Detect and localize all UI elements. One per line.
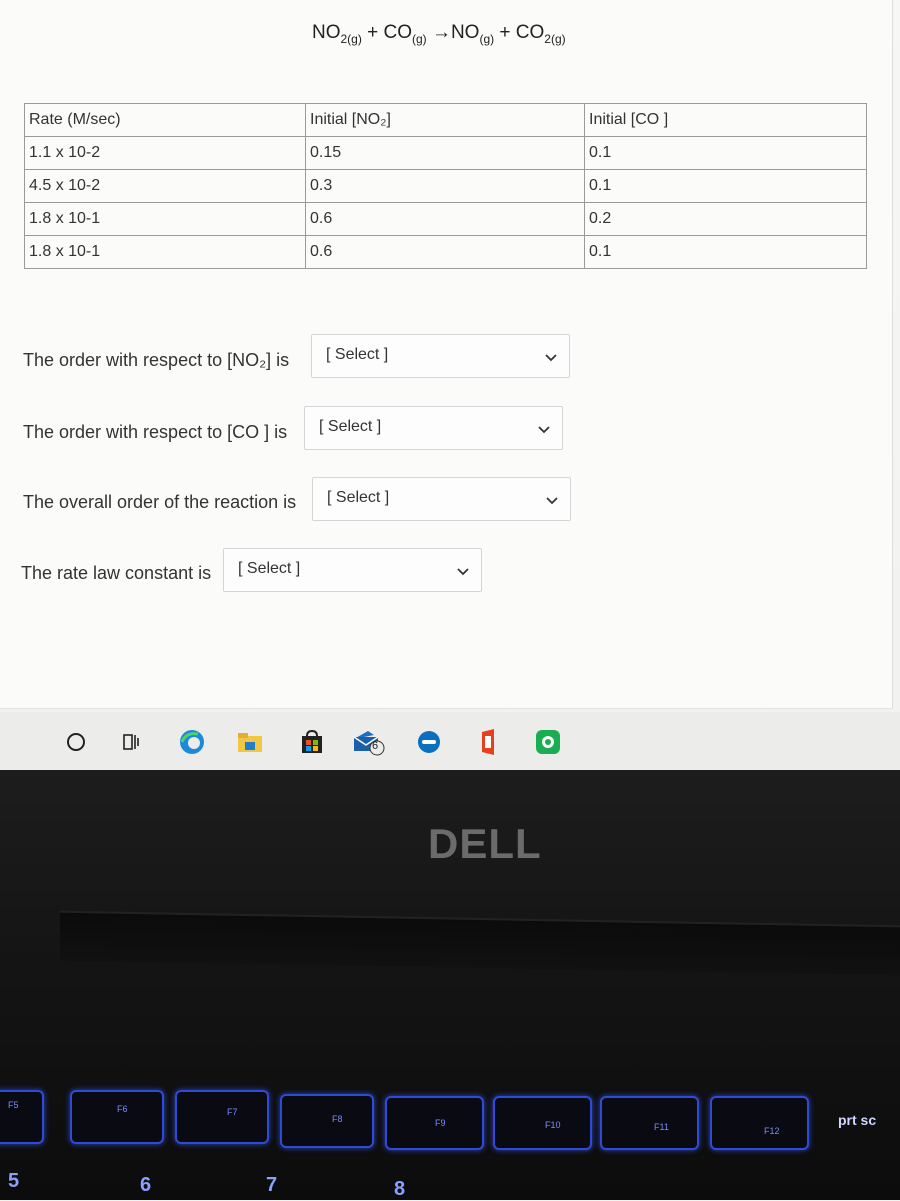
store-icon[interactable]: [298, 728, 326, 756]
key-f5[interactable]: F5: [0, 1090, 44, 1144]
co-order-select[interactable]: [304, 406, 563, 450]
chevron-down-icon: [455, 563, 471, 579]
cell-co: 0.2: [585, 203, 867, 236]
number-key-8[interactable]: 8: [394, 1178, 406, 1200]
cell-rate: 4.5 x 10-2: [25, 170, 306, 203]
select-value: [ Select ]: [238, 560, 301, 577]
key-prtsc-label[interactable]: prt sc: [838, 1112, 877, 1128]
task-view-icon[interactable]: [118, 728, 146, 756]
select-value: [ Select ]: [327, 489, 390, 506]
edge-browser-icon[interactable]: [178, 728, 206, 756]
table-row: [25, 137, 867, 170]
key-f6[interactable]: F6: [70, 1090, 164, 1144]
overall-order-select[interactable]: [312, 477, 571, 521]
spotify-icon[interactable]: [534, 728, 562, 756]
search-circle-icon[interactable]: [62, 728, 90, 756]
header-initial-co: Initial [CO ]: [585, 104, 867, 137]
reaction-equation: $NO_{2(g)} + CO_{(g)} \to NO_{(g)} + CO_{2(g)}$: [312, 22, 566, 46]
number-key-5[interactable]: 5: [8, 1170, 20, 1192]
cell-no2: 0.6: [306, 236, 585, 269]
number-key-6[interactable]: 6: [140, 1174, 152, 1196]
chevron-down-icon: [543, 349, 559, 365]
dell-app-icon[interactable]: [415, 728, 443, 756]
cell-rate: 1.1 x 10-2: [25, 137, 306, 170]
key-f8[interactable]: F8: [280, 1094, 374, 1148]
cell-no2: 0.3: [306, 170, 585, 203]
no2-order-select[interactable]: [311, 334, 570, 378]
chevron-down-icon: [544, 492, 560, 508]
chevron-down-icon: [536, 421, 552, 437]
question-rate-constant-label: The rate law constant is: [21, 563, 212, 583]
cell-no2: 0.15: [306, 137, 585, 170]
select-value: [ Select ]: [319, 418, 382, 435]
rate-data-table: [24, 103, 867, 269]
cell-rate: 1.8 x 10-1: [25, 236, 306, 269]
table-row: [25, 236, 867, 269]
table-row: [25, 203, 867, 236]
windows-taskbar: [0, 712, 900, 770]
table-header-row: [25, 104, 867, 137]
key-f12[interactable]: F12: [710, 1096, 809, 1150]
mail-unread-badge: 6: [372, 740, 379, 752]
select-value: [ Select ]: [326, 346, 389, 363]
rate-constant-select[interactable]: [223, 548, 482, 592]
function-key-row: [0, 1090, 900, 1150]
dell-logo: DELL: [428, 820, 542, 867]
laptop-bezel: [0, 770, 900, 1200]
header-initial-no2: Initial [NO₂]: [306, 104, 585, 137]
number-key-7[interactable]: 7: [266, 1174, 278, 1196]
question-no2-order-label: The order with respect to [NO₂] is: [23, 350, 290, 370]
key-f11[interactable]: F11: [600, 1096, 699, 1150]
mail-icon[interactable]: [352, 728, 386, 756]
key-f7[interactable]: F7: [175, 1090, 269, 1144]
table-row: [25, 170, 867, 203]
key-f9[interactable]: F9: [385, 1096, 484, 1150]
laptop-hinge: [60, 911, 900, 976]
cell-co: 0.1: [585, 170, 867, 203]
key-f10[interactable]: F10: [493, 1096, 592, 1150]
cell-co: 0.1: [585, 236, 867, 269]
file-explorer-icon[interactable]: [236, 728, 264, 756]
cell-no2: 0.6: [306, 203, 585, 236]
cell-co: 0.1: [585, 137, 867, 170]
cell-rate: 1.8 x 10-1: [25, 203, 306, 236]
question-co-order-label: The order with respect to [CO ] is: [23, 422, 288, 442]
question-overall-order-label: The overall order of the reaction is: [23, 492, 297, 512]
header-rate: Rate (M/sec): [25, 104, 306, 137]
office-icon[interactable]: [474, 728, 502, 756]
